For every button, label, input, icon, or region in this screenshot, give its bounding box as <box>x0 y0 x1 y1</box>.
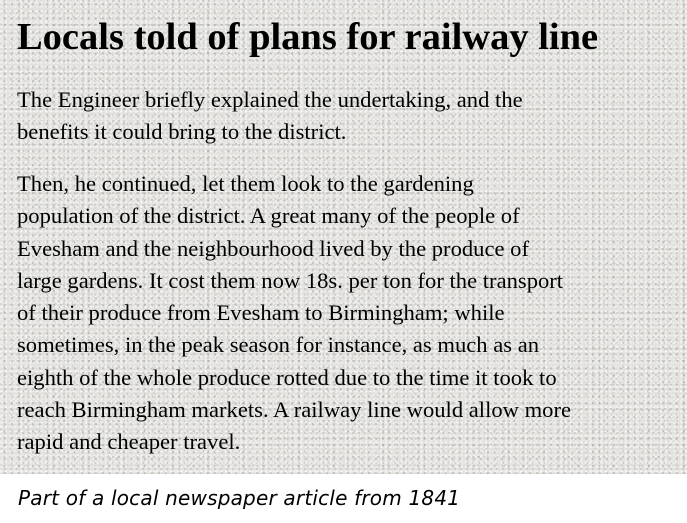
paragraph-line: eighth of the whole produce rotted due to the time it took to <box>17 364 557 390</box>
paragraph-line: of their produce from Evesham to Birmingham; while <box>17 300 505 326</box>
paragraph-line: Evesham and the neighbourhood lived by the produce of <box>17 235 529 261</box>
paragraph-line: The Engineer briefly explained the undertaking, and the <box>17 87 523 112</box>
paragraph-line: benefits it could bring to the district. <box>17 119 347 145</box>
source-caption: Part of a local newspaper article from 1841 <box>18 486 461 510</box>
paragraph-line: population of the district. A great many of the people of <box>17 203 520 229</box>
paragraph-line: rapid and cheaper travel. <box>17 429 241 455</box>
paragraph-line: sometimes, in the peak season for instance, as much as an <box>17 332 540 358</box>
paragraph-line: Then, he continued, let them look to the gardening <box>17 171 474 196</box>
article-paragraph-1 <box>17 84 523 149</box>
article-paragraph-2 <box>17 168 571 459</box>
paragraph-line: reach Birmingham markets. A railway line would allow more <box>17 397 572 423</box>
paragraph-line: large gardens. It cost them now 18s. per ton for the transport <box>17 267 564 293</box>
article-headline: Locals told of plans for railway line <box>17 16 599 58</box>
